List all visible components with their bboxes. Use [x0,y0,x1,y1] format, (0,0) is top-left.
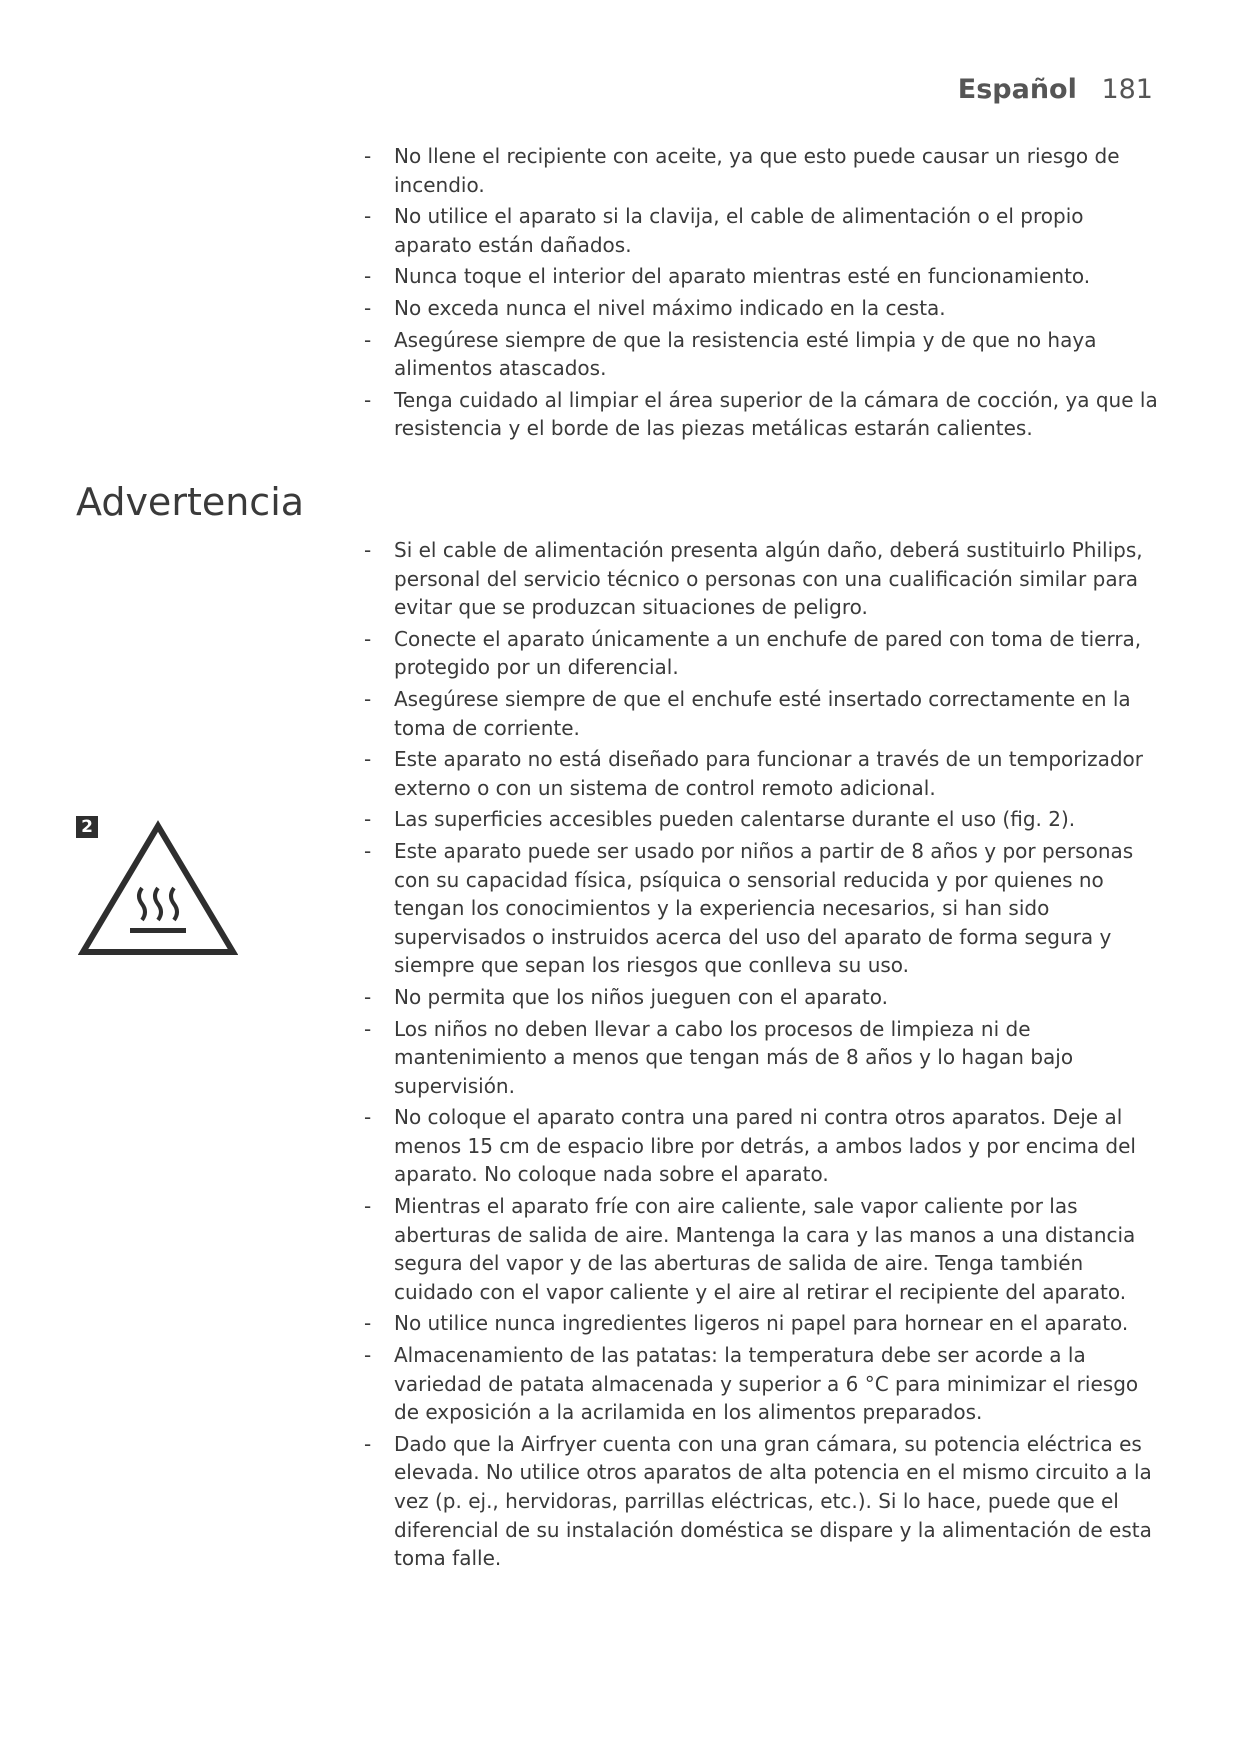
list-item [364,983,1164,1012]
warning-list [364,536,1164,1576]
hot-surface-warning-icon [78,820,238,960]
list-item [364,1430,1164,1573]
list-item [364,685,1164,742]
list-item [364,386,1164,443]
list-item [364,1015,1164,1101]
list-item-text: Almacenamiento de las patatas: la temperatura debe ser acorde a la variedad de patata almacenada y superior a 6 °C para minimizar el riesgo de exposición a la acrilamida en los alimentos preparados. [394,1343,1139,1425]
dash-marker: - [364,807,372,832]
dash-marker: - [364,387,372,412]
list-item-text: Este aparato no está diseñado para funcionar a través de un temporizador externo o con un sistema de control remoto adicional. [394,747,1143,800]
dash-marker: - [364,626,372,651]
list-item-text: No llene el recipiente con aceite, ya que esto puede causar un riesgo de incendio. [394,144,1120,197]
dash-marker: - [364,204,372,229]
list-item [364,1309,1164,1338]
list-item-text: Asegúrese siempre de que la resistencia esté limpia y de que no haya alimentos atascados. [394,327,1097,381]
dash-marker: - [364,1105,372,1130]
dash-marker: - [364,1016,372,1041]
list-item [364,805,1164,834]
list-item-text: No utilice el aparato si la clavija, el cable de alimentación o el propio aparato están dañados. [394,204,1084,257]
dash-marker: - [364,295,372,320]
list-item-text: Dado que la Airfryer cuenta con una gran cámara, su potencia eléctrica es elevada. No utilice otros aparatos de alta potencia en el mismo circuito a la vez (p. ej., hervidoras, parrillas eléctricas, etc.). Si lo hace, puede que el diferencial de su instalación doméstica se dispare y la alimentación de esta toma falle. [394,1431,1152,1571]
header-page-number: 181 [1101,74,1153,105]
list-item [364,745,1164,802]
list-item-text: Las superficies accesibles pueden calentarse durante el uso (fig. 2). [394,807,1076,832]
section-title-advertencia: Advertencia [76,480,305,524]
figure-number-badge: 2 [76,816,98,838]
list-item [364,202,1164,259]
list-item [364,294,1164,323]
list-item-text: No coloque el aparato contra una pared ni contra otros aparatos. Deje al menos 15 cm de espacio libre por detrás, a ambos lados y por encima del aparato. No coloque nada sobre el aparato. [394,1105,1136,1187]
dash-marker: - [364,1343,372,1368]
list-item [364,326,1164,383]
list-item-text: Este aparato puede ser usado por niños a partir de 8 años y por personas con su capacidad física, psíquica o sensorial reducida y por quienes no tengan los conocimientos y la experiencia necesarios, si han sido supervisados o instruidos acerca del uso del aparato de forma segura y siempre que sepan los riesgos que conlleva su uso. [394,838,1134,978]
list-item-text: Nunca toque el interior del aparato mientras esté en funcionamiento. [394,264,1091,289]
dash-marker: - [364,264,372,289]
list-item [364,536,1164,622]
list-item [364,262,1164,291]
list-item [364,142,1164,199]
list-item-text: No utilice nunca ingredientes ligeros ni papel para hornear en el aparato. [394,1311,1129,1336]
dash-marker: - [364,838,372,863]
dash-marker: - [364,747,372,772]
dash-marker: - [364,984,372,1009]
list-item-text: Tenga cuidado al limpiar el área superior de la cámara de cocción, ya que la resistencia y el borde de las piezas metálicas estarán calientes. [394,387,1158,441]
header-language: Español [957,74,1077,105]
dash-marker: - [364,1311,372,1336]
dash-marker: - [364,686,372,711]
list-item-text: No permita que los niños jueguen con el aparato. [394,984,888,1009]
list-item [364,1103,1164,1189]
list-item-text: Conecte el aparato únicamente a un enchufe de pared con toma de tierra, protegido por un diferencial. [394,626,1142,680]
dash-marker: - [364,538,372,562]
intro-list [364,142,1164,446]
list-item-text: Si el cable de alimentación presenta algún daño, deberá sustituirlo Philips, personal del servicio técnico o personas con una cualificación similar para evitar que se produzcan situaciones de peligro. [394,538,1143,620]
dash-marker: - [364,327,372,352]
list-item [364,1192,1164,1306]
list-item-text: No exceda nunca el nivel máximo indicado en la cesta. [394,295,946,320]
dash-marker: - [364,1194,372,1219]
list-item-text: Los niños no deben llevar a cabo los procesos de limpieza ni de mantenimiento a menos que tengan más de 8 años y lo hagan bajo supervisión. [394,1016,1074,1098]
list-item [364,1341,1164,1427]
list-item-text: Mientras el aparato fríe con aire caliente, sale vapor caliente por las aberturas de salida de aire. Mantenga la cara y las manos a una distancia segura del vapor y de las aberturas de salida de aire. Tenga también cuidado con el vapor caliente y el aire al retirar el recipiente del aparato. [394,1194,1136,1304]
list-item [364,625,1164,682]
dash-marker: - [364,144,372,168]
page-header [958,74,1153,105]
dash-marker: - [364,1431,372,1456]
list-item-text: Asegúrese siempre de que el enchufe esté insertado correctamente en la toma de corriente. [394,686,1131,740]
list-item [364,837,1164,980]
